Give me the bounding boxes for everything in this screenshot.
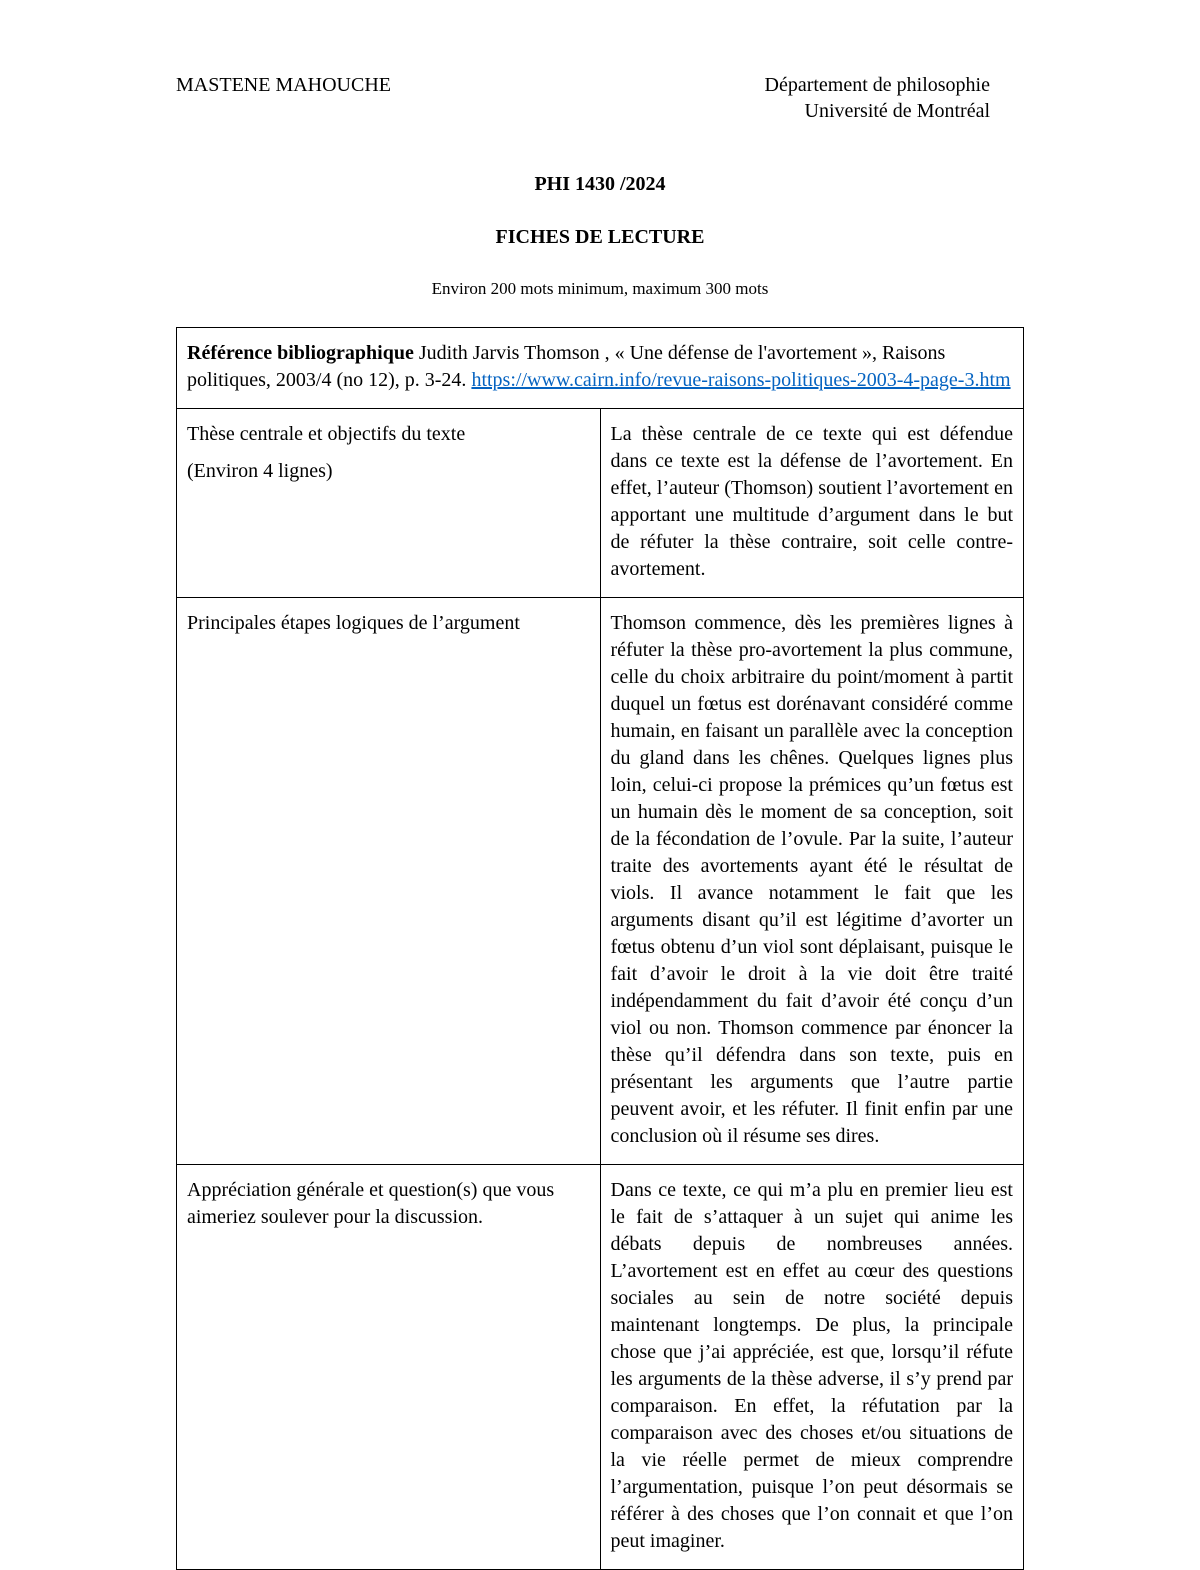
table-row-central-thesis [177,409,1024,598]
row-label: Thèse centrale et objectifs du texte [187,423,466,445]
department-name: Département de philosophie [764,74,990,96]
row-label: Appréciation générale et question(s) que vous aimeriez soulever pour la discussion. [187,1179,555,1228]
row-label-cell [177,598,601,1165]
row-label-cell [177,409,601,598]
table-row-logical-steps [177,598,1024,1165]
reading-sheet-table [176,327,1024,1570]
row-label-note: (Environ 4 lignes) [187,460,333,482]
row-content: Dans ce texte, ce qui m’a plu en premier lieu est le fait de s’attaquer à un sujet qui anime les débats depuis de nombreuses années. L’avortement est en effet au cœur des questions sociales au sein de notre société depuis maintenant longtemps. De plus, la principale chose que j’ai appréciée, est que, lorsqu’il réfute les arguments de la thèse adverse, il s’y prend par comparaison. En effet, la réfutation par la comparaison avec des choses et/ou situations de la vie réelle permet de mieux comprendre l’argumentation, puisque l’on peut désormais se référer à des choses que l’on connait et que l’on peut imaginer. [600,1165,1024,1570]
reference-citation: Judith Jarvis Thomson , « Une défense de l'avortement », Raisons politiques, 2003/4 (no 12), p. 3-24. [187,342,946,391]
course-code: PHI 1430 /2024 [534,173,666,195]
row-label-cell [177,1165,601,1570]
document-title: FICHES DE LECTURE [495,226,705,248]
word-count-note: Environ 200 mots minimum, maximum 300 mots [431,279,769,298]
reference-row [177,328,1024,409]
reference-cell [177,328,1024,409]
university-name: Université de Montréal [804,100,990,122]
row-content: La thèse centrale de ce texte qui est défendue dans ce texte est la défense de l’avortement. En effet, l’auteur (Thomson) soutient l’avortement en apportant une multitude d’argument dans le but de réfuter la thèse contraire, soit celle contre-avortement. [600,409,1024,598]
reference-link[interactable]: https://www.cairn.info/revue-raisons-politiques-2003-4-page-3.htm [471,369,1011,391]
row-content: Thomson commence, dès les premières lignes à réfuter la thèse pro-avortement la plus commune, celle du choix arbitraire du point/moment à partit duquel un fœtus est dorénavant considéré comme humain, en faisant un parallèle avec la conception du gland dans les chênes. Quelques lignes plus loin, celui-ci propose la prémices qu’un fœtus est un humain dès le moment de sa conception, soit de la fécondation de l’ovule. Par la suite, l’auteur traite des avortements ayant été le résultat de viols. Il avance notamment le fait que les arguments disant qu’il est légitime d’avorter un fœtus obtenu d’un viol sont déplaisant, puisque le fait d’avoir le droit à la vie doit être traité indépendamment du fait d’avoir été conçu d’un viol ou non. Thomson commence par énoncer la thèse qu’il défendra dans son texte, puis en présentant les arguments que l’autre partie peuvent avoir, et les réfuter. Il finit enfin par une conclusion où il résume ses dires. [600,598,1024,1165]
affiliation-block [765,72,991,124]
table-row-appreciation [177,1165,1024,1570]
reference-label: Référence bibliographique [187,342,414,364]
row-label: Principales étapes logiques de l’argument [187,612,520,634]
author-name: MASTENE MAHOUCHE [176,74,391,96]
